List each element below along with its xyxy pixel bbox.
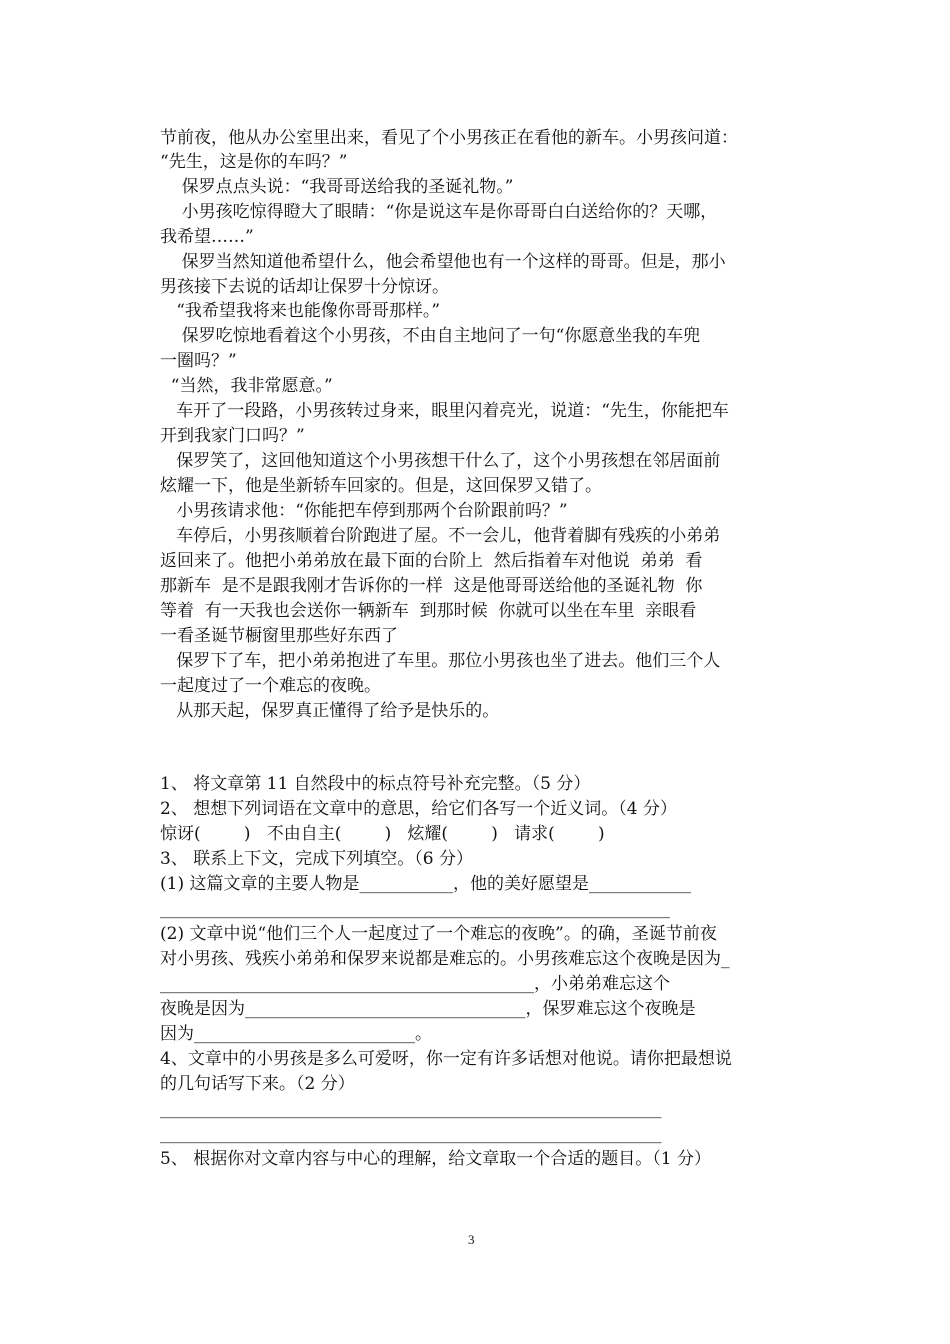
story-line: 保罗笑了，这回他知道这个小男孩想干什么了，这个小男孩想在邻居面前 (160, 451, 721, 471)
story-line: 保罗当然知道他希望什么，他会希望他也有一个这样的哥哥。但是，那小 (160, 252, 726, 272)
question-3: 3、 联系上下文，完成下列填空。（6 分） (160, 849, 473, 869)
story-line: 炫耀一下，他是坐新轿车回家的。但是，这回保罗又错了。 (160, 476, 602, 496)
story-line: 保罗下了车，把小弟弟抱进了车里。那位小男孩也坐了进去。他们三个人 (160, 651, 721, 671)
question-3-1[interactable]: (1) 这篇文章的主要人物是___________，他的美好愿望是____________ (160, 874, 691, 894)
story-line: 车停后，小男孩顺着台阶跑进了屋。不一会儿，他背着脚有残疾的小弟弟 (160, 526, 721, 546)
story-line: 一看圣诞节橱窗里那些好东西了 (160, 626, 398, 646)
story-line: 男孩接下去说的话却让保罗十分惊讶。 (160, 277, 449, 297)
question-2: 2、 想想下列词语在文章中的意思，给它们各写一个近义词。（4 分） (160, 799, 677, 819)
question-3-2: (2) 文章中说“他们三个人一起度过了一个难忘的夜晚”。的确，圣诞节前夜 (160, 924, 717, 944)
story-line: “我希望我将来也能像你哥哥那样。” (160, 301, 441, 321)
story-line: 一圈吗？” (160, 351, 237, 371)
story-line: 保罗吃惊地看着这个小男孩，不由自主地问了一句“你愿意坐我的车兜 (160, 326, 701, 346)
answer-line[interactable]: ___________________________________________________________ (160, 1099, 662, 1119)
story-line: 从那天起，保罗真正懂得了给予是快乐的。 (160, 701, 500, 721)
question-4: 4、文章中的小男孩是多么可爱呀，你一定有许多话想对他说。请你把最想说 (160, 1049, 732, 1069)
story-line: 等着 有一天我也会送你一辆新车 到那时候 你就可以坐在车里 亲眼看 (160, 601, 697, 621)
story-line: 开到我家门口吗？” (160, 426, 305, 446)
question-5: 5、 根据你对文章内容与中心的理解，给文章取一个合适的题目。（1 分） (160, 1149, 711, 1169)
story-line: 我希望……” (160, 227, 254, 247)
story-line: 小男孩请求他：“你能把车停到那两个台阶跟前吗？” (160, 501, 568, 521)
question-1: 1、 将文章第 11 自然段中的标点符号补充完整。（5 分） (160, 774, 591, 794)
story-line: 保罗点点头说：“我哥哥送给我的圣诞礼物。” (160, 177, 514, 197)
story-line: “先生，这是你的车吗？” (160, 152, 348, 172)
page-number: 3 (468, 1232, 475, 1247)
answer-line[interactable]: ____________________________________________________________ (160, 899, 670, 919)
question-4-text: 的几句话写下来。（2 分） (160, 1074, 355, 1094)
answer-line[interactable]: ____________________________________________，小弟弟难忘这个 (160, 974, 670, 994)
story-line: 小男孩吃惊得瞪大了眼睛：“你是说这车是你哥哥白白送给你的？天哪， (160, 202, 718, 222)
story-line: 一起度过了一个难忘的夜晚。 (160, 676, 381, 696)
question-3-2-text: 对小男孩、残疾小弟弟和保罗来说都是难忘的。小男孩难忘这个夜晚是因为_ (160, 949, 730, 969)
story-line: 节前夜，他从办公室里出来，看见了个小男孩正在看他的新车。小男孩问道： (160, 128, 738, 148)
story-line: 返回来了。他把小弟弟放在最下面的台阶上 然后指着车对他说 弟弟 看 (160, 551, 703, 571)
synonym-blanks[interactable]: 惊讶( ) 不由自主( ) 炫耀( ) 请求( ) (160, 824, 605, 844)
answer-line[interactable]: ___________________________________________________________ (160, 1124, 662, 1144)
answer-line[interactable]: 夜晚是因为_________________________________，保罗难忘这个夜晚是 (160, 999, 696, 1019)
answer-line[interactable]: 因为__________________________。 (160, 1024, 432, 1044)
story-line: 那新车 是不是跟我刚才告诉你的一样 这是他哥哥送给他的圣诞礼物 你 (160, 576, 703, 596)
story-line: 车开了一段路，小男孩转过身来，眼里闪着亮光，说道：“先生，你能把车 (160, 401, 729, 421)
story-line: “当然，我非常愿意。” (160, 376, 333, 396)
